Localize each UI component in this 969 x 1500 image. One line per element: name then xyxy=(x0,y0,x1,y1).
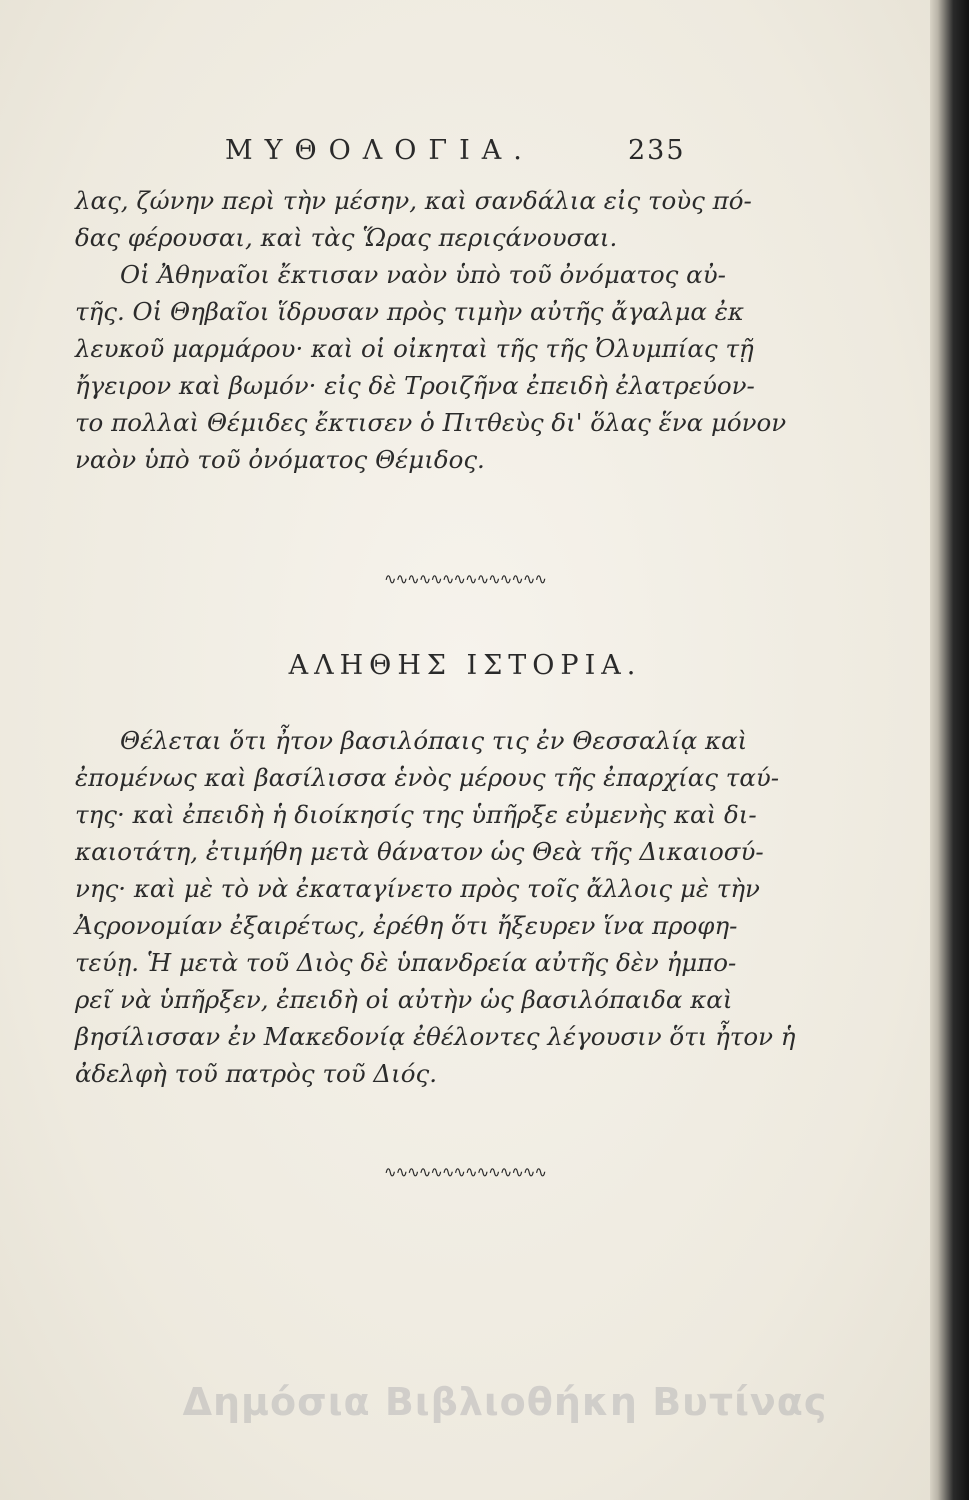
text-line: Θέλεται ὅτι ἦτον βασιλόπαις τις ἐν Θεσσαλίᾳ καὶ xyxy=(120,726,748,755)
text-line: Ἀςρονομίαν ἐξαιρέτως, ἐρέθη ὅτι ἤξευρεν ἵνα προφη- xyxy=(75,911,738,940)
text-line: βησίλισσαν ἐν Μακεδονίᾳ ἐθέλοντες λέγουσιν ὅτι ἦτον ἡ xyxy=(75,1022,796,1051)
text-line: ναὸν ὑπὸ τοῦ ὀνόματος Θέμιδος. xyxy=(75,445,485,474)
library-watermark: Δημόσια Βιβλιοθήκη Βυτίνας xyxy=(182,1380,828,1424)
true-history-paragraph xyxy=(75,722,796,1092)
running-title: ΜΥΘΟΛΟΓΙΑ. xyxy=(225,135,534,166)
text-line: λευκοῦ μαρμάρου· καὶ οἱ οἰκηταὶ τῆς τῆς Ὀλυμπίας τῇ xyxy=(75,334,754,363)
text-line: το πολλαὶ Θέμιδες ἔκτισεν ὁ Πιτθεὺς δι' ὅλας ἕνα μόνον xyxy=(75,408,787,437)
text-line: νης· καὶ μὲ τὸ νὰ ἐκαταγίνετο πρὸς τοῖς ἄλλοις μὲ τὴν xyxy=(75,874,760,903)
text-line: δας φέρουσαι, καὶ τὰς Ὥρας περιςάνουσαι. xyxy=(75,223,618,252)
page-number: 235 xyxy=(628,135,686,166)
text-line: ἀδελφὴ τοῦ πατρὸς τοῦ Διός. xyxy=(75,1059,437,1088)
text-line: Οἱ Ἀθηναῖοι ἔκτισαν ναὸν ὑπὸ τοῦ ὀνόματος αὐ- xyxy=(120,260,726,289)
text-line: ἤγειρον καὶ βωμόν· εἰς δὲ Τροιζῆνα ἐπειδὴ ἐλατρεύον- xyxy=(75,371,755,400)
text-line: ρεῖ νὰ ὑπῆρξεν, ἐπειδὴ οἱ αὐτὴν ὡς βασιλόπαιδα καὶ xyxy=(75,985,733,1014)
text-line: λας, ζώνην περὶ τὴν μέσην, καὶ σανδάλια εἰς τοὺς πό- xyxy=(75,186,752,215)
ornament-divider: ∿∿∿∿∿∿∿∿∿∿∿∿∿∿ xyxy=(384,1163,546,1181)
ornament-divider: ∿∿∿∿∿∿∿∿∿∿∿∿∿∿ xyxy=(384,570,546,588)
text-line: ἐπομένως καὶ βασίλισσα ἑνὸς μέρους τῆς ἐπαρχίας ταύ- xyxy=(75,763,780,792)
page-header xyxy=(0,135,930,175)
text-line: τῆς. Οἱ Θηβαῖοι ἵδρυσαν πρὸς τιμὴν αὐτῆς ἄγαλμα ἐκ xyxy=(75,297,744,326)
page-edge-shadow xyxy=(930,0,969,1500)
text-line: της· καὶ ἐπειδὴ ἡ διοίκησίς της ὑπῆρξε εὐμενὴς καὶ δι- xyxy=(75,800,757,829)
text-line: καιοτάτη, ἐτιμήθη μετὰ θάνατον ὡς Θεὰ τῆς Δικαιοσύ- xyxy=(75,837,764,866)
text-line: τεύῃ. Ἡ μετὰ τοῦ Διὸς δὲ ὑπανδρεία αὐτῆς δὲν ἠμπο- xyxy=(75,948,737,977)
section-title: ΑΛΗΘΗΣ ΙΣΤΟΡΙΑ. xyxy=(288,650,642,681)
mythology-paragraph xyxy=(75,182,787,478)
